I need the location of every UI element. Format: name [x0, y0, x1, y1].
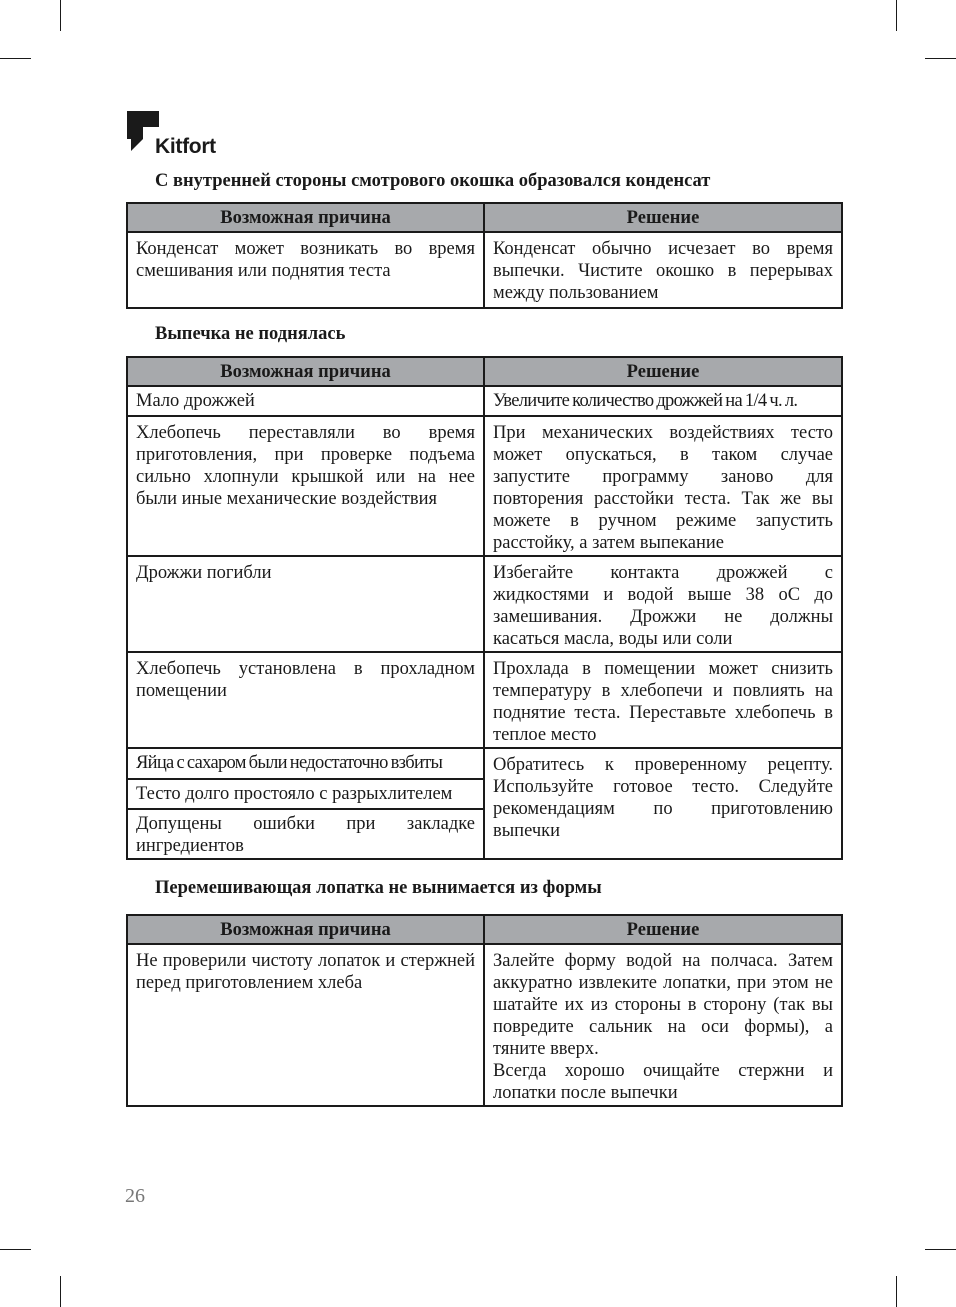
- crop-mark-top-right-h: [925, 58, 956, 59]
- table-not-risen: [126, 356, 843, 860]
- table-row: [127, 232, 842, 308]
- solution-cell: Обратитесь к проверенному рецепту. Используйте готовое тесто. Следуйте рекомендациям по приготовлению выпечки: [484, 748, 842, 859]
- cause-cell: Хлебопечь установлена в прохладном помещении: [127, 652, 484, 748]
- solution-paragraph: Всегда хорошо очищайте стержни и лопатки после выпечки: [493, 1061, 833, 1103]
- crop-mark-top-left: [60, 0, 61, 31]
- table-paddle: [126, 914, 843, 1107]
- cause-cell: Хлебопечь переставляли во время приготовления, при проверке подъема сильно хлопнули крышкой или на нее были иные механические воздействия: [127, 416, 484, 556]
- solution-cell: Увеличите количество дрожжей на 1/4 ч. л.: [484, 386, 842, 416]
- table-row: [127, 556, 842, 652]
- page-number: 26: [125, 1185, 145, 1207]
- header-solution: Решение: [484, 203, 842, 232]
- table-row: [127, 652, 842, 748]
- solution-paragraph: Залейте форму водой на полчаса. Затем аккуратно извлеките лопатки, при этом не шатайте их из стороны в сторону (так вы повредите сальник на оси формы), а тяните вверх.: [493, 951, 833, 1059]
- header-solution: Решение: [484, 357, 842, 386]
- section-title-condensate: С внутренней стороны смотрового окошка образовался конденсат: [155, 171, 711, 191]
- header-cause: Возможная причина: [127, 357, 484, 386]
- crop-mark-bottom-left-h: [0, 1249, 31, 1250]
- header-solution: Решение: [484, 915, 842, 944]
- crop-mark-bottom-left: [60, 1276, 61, 1307]
- cause-cell: Яйца с сахаром были недостаточно взбиты: [127, 748, 484, 779]
- cause-cell: Тесто долго простояло с разрыхлителем: [127, 779, 484, 809]
- crop-mark-top-left-h: [0, 58, 31, 59]
- brand-name: Kitfort: [155, 135, 216, 158]
- section-title-not-risen: Выпечка не поднялась: [155, 324, 346, 344]
- section-title-paddle: Перемешивающая лопатка не вынимается из формы: [155, 878, 602, 898]
- header-cause: Возможная причина: [127, 203, 484, 232]
- cause-cell: Не проверили чистоту лопаток и стержней перед приготовлением хлеба: [127, 944, 484, 1106]
- crop-mark-bottom-right-h: [925, 1249, 956, 1250]
- cause-cell: Допущены ошибки при закладке ингредиентов: [127, 809, 484, 859]
- solution-cell: Конденсат обычно исчезает во время выпечки. Чистите окошко в перерывах между пользованием: [484, 232, 842, 308]
- table-row: [127, 386, 842, 416]
- table-condensate: [126, 202, 843, 309]
- cause-cell: Дрожжи погибли: [127, 556, 484, 652]
- kitfort-logo: [125, 109, 245, 159]
- crop-mark-bottom-right: [896, 1276, 897, 1307]
- solution-cell: При механических воздействиях тесто может опускаться, в таком случае запустите программу заново для повторения расстойки теста. Так же вы можете в ручном режиме запустить расстойку, а затем выпекание: [484, 416, 842, 556]
- cause-cell: Мало дрожжей: [127, 386, 484, 416]
- crop-mark-top-right: [896, 0, 897, 31]
- header-cause: Возможная причина: [127, 915, 484, 944]
- table-row: [127, 748, 842, 779]
- cause-cell: Конденсат может возникать во время смешивания или поднятия теста: [127, 232, 484, 308]
- table-row: [127, 416, 842, 556]
- solution-cell: [484, 944, 842, 1106]
- solution-cell: Прохлада в помещении может снизить температуру в хлебопечи и повлиять на поднятие теста. Переставьте хлебопечь в теплое место: [484, 652, 842, 748]
- solution-cell: Избегайте контакта дрожжей с жидкостями и водой выше 38 оС до замешивания. Дрожжи не должны касаться масла, воды или соли: [484, 556, 842, 652]
- table-row: [127, 944, 842, 1106]
